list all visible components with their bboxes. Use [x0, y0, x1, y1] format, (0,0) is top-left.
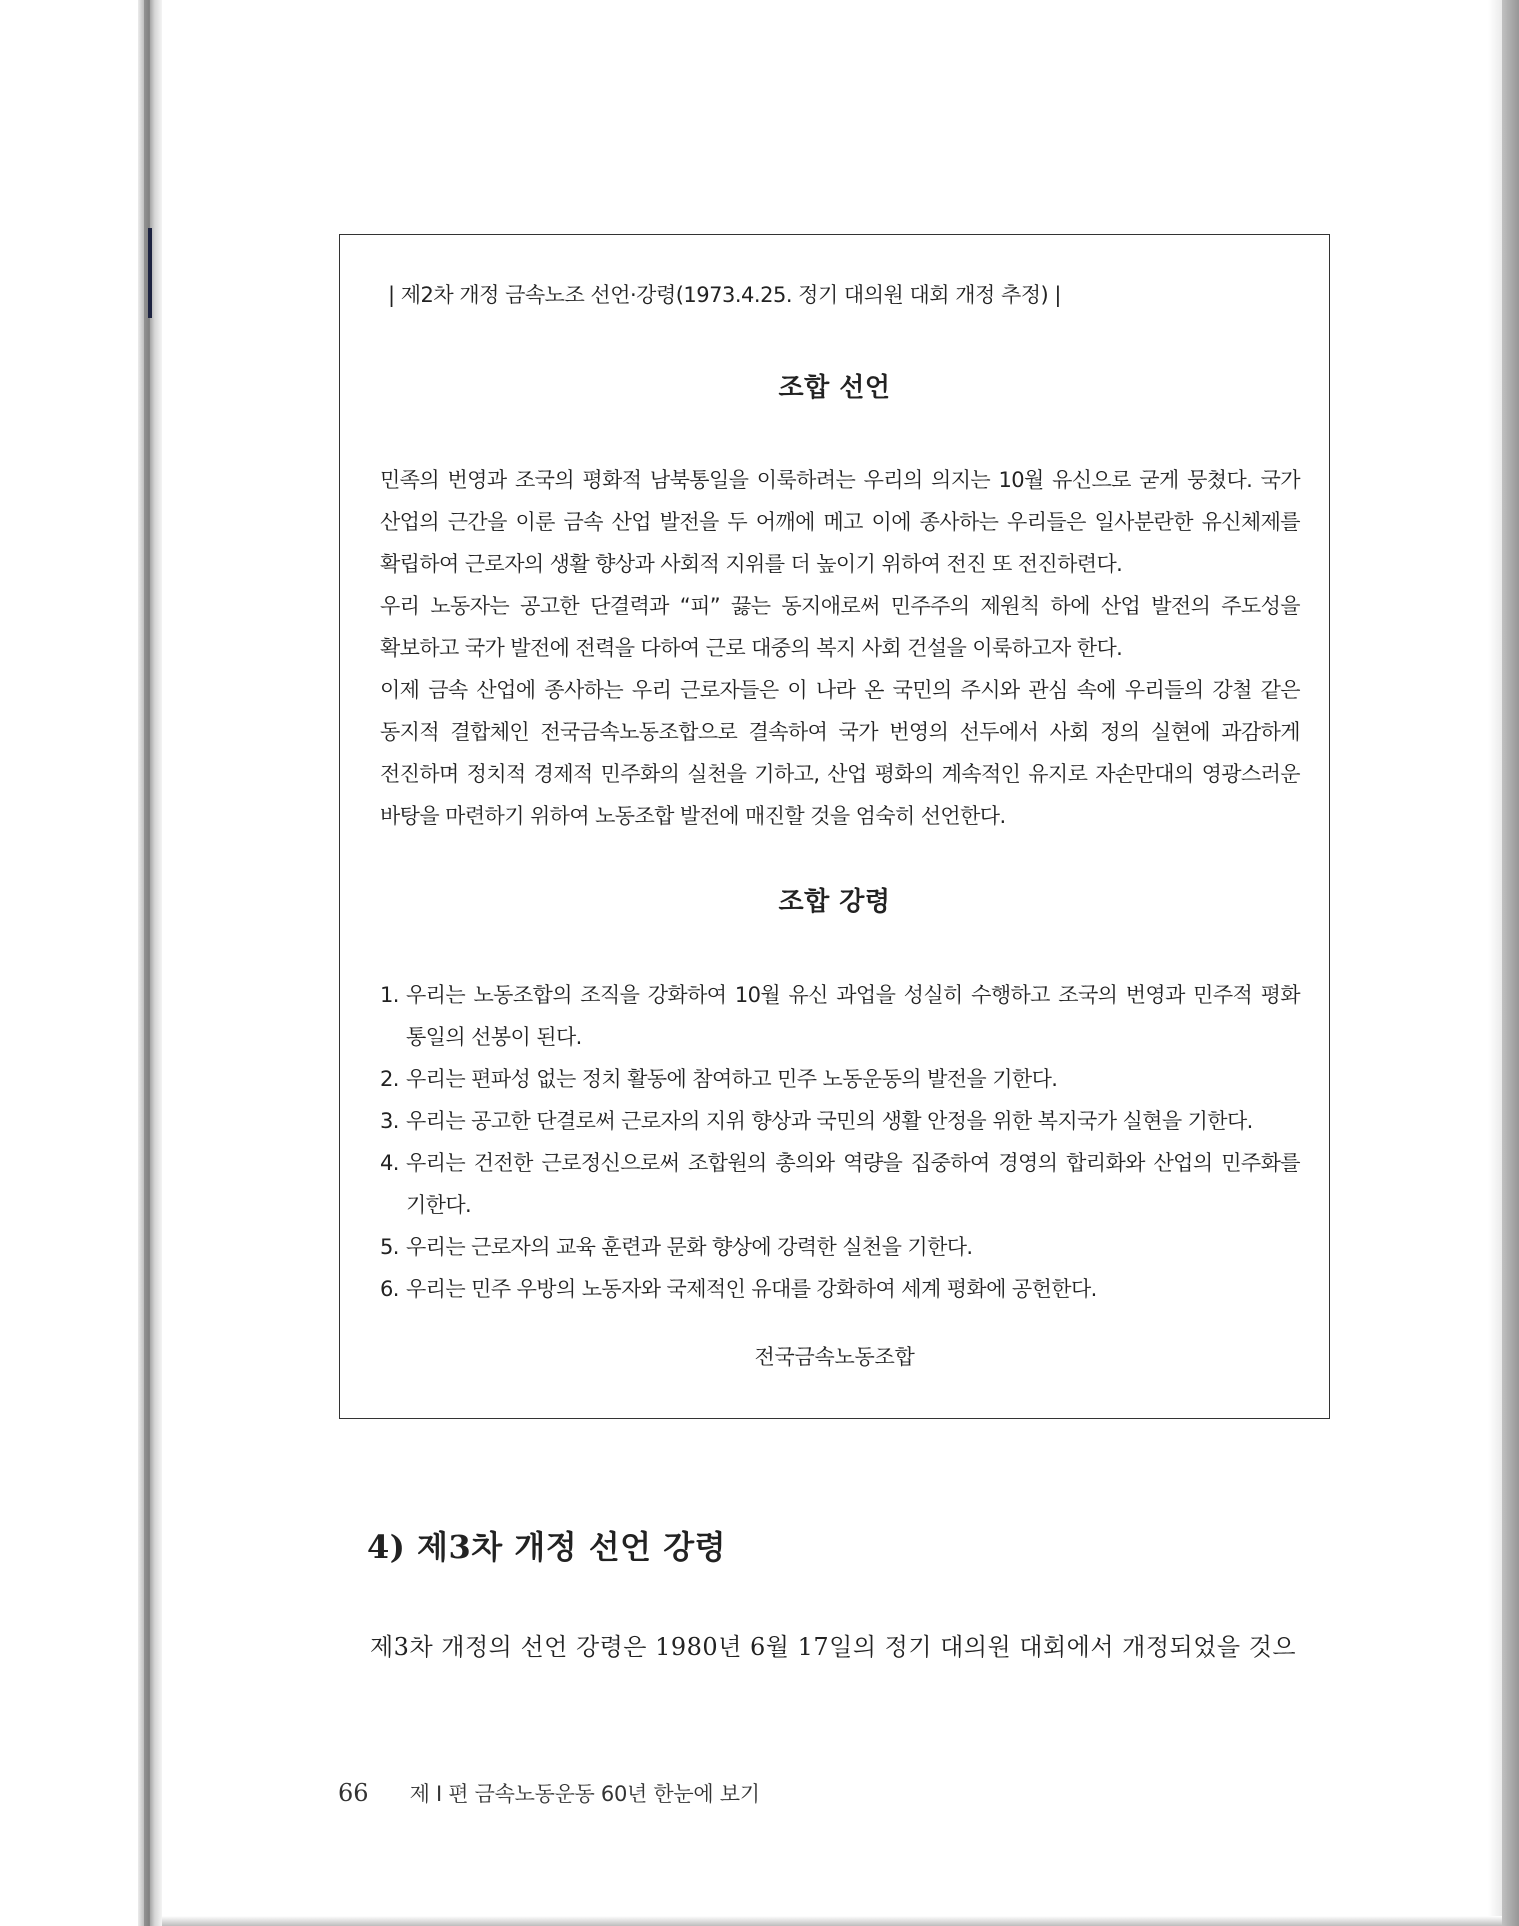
declaration-paragraph: 이제 금속 산업에 종사하는 우리 근로자들은 이 나라 온 국민의 주시와 관심 속에 우리들의 강철 같은 동지적 결합체인 전국금속노동조합으로 결속하여 국가 번영의 선두에서 사회 정의 실현에 과감하게 전진하며 정치적 경제적 민주화의 실천을 기하고, 산업 평화의 계속적인 유지로 자손만대의 영광스러운 바탕을 마련하기 위하여 노동조합 발전에 매진할 것을 엄숙히 선언한다. [380, 678, 1300, 828]
program-item-text: 우리는 건전한 근로정신으로써 조합원의 총의와 역량을 집중하여 경영의 합리화와 산업의 민주화를 기한다. [406, 1151, 1300, 1217]
section-body-text: 제3차 개정의 선언 강령은 1980년 6월 17일의 정기 대의원 대회에서 개정되었을 것으 [370, 1633, 1297, 1661]
program-item-text: 우리는 근로자의 교육 훈련과 문화 향상에 강력한 실천을 기한다. [406, 1235, 973, 1259]
section-heading: 4) 제3차 개정 선언 강령 [367, 1528, 727, 1566]
page-bottom-edge [162, 1916, 1502, 1926]
declaration-paragraph: 우리 노동자는 공고한 단결력과 “피” 끓는 동지애로써 민주주의 제원칙 하에 산업 발전의 주도성을 확보하고 국가 발전에 전력을 다하여 근로 대중의 복지 사회 건설을 이룩하고자 한다. [380, 594, 1300, 660]
program-item-text: 우리는 노동조합의 조직을 강화하여 10월 유신 과업을 성실히 수행하고 조국의 번영과 민주적 평화 통일의 선봉이 된다. [406, 983, 1300, 1049]
program-item-number: 1. [380, 983, 399, 1007]
declaration-box [339, 234, 1330, 1419]
running-title: 제 I 편 금속노동운동 60년 한눈에 보기 [409, 1782, 760, 1806]
program-item-number: 5. [380, 1235, 399, 1259]
signature-union-name: 전국금속노동조합 [754, 1345, 915, 1369]
declaration-text [380, 459, 1300, 837]
program-title: 조합 강령 [778, 887, 891, 917]
page-edge-shadow [1488, 0, 1519, 1926]
program-item-text: 우리는 공고한 단결로써 근로자의 지위 향상과 국민의 생활 안정을 위한 복지국가 실현을 기한다. [406, 1109, 1253, 1133]
declaration-paragraph: 민족의 번영과 조국의 평화적 남북통일을 이룩하려는 우리의 의지는 10월 유신으로 굳게 뭉쳤다. 국가 산업의 근간을 이룬 금속 산업 발전을 두 어깨에 메고 이에 종사하는 우리들은 일사분란한 유신체제를 확립하여 근로자의 생활 향상과 사회적 지위를 더 높이기 위하여 전진 또 전진하련다. [380, 468, 1300, 576]
box-caption: | 제2차 개정 금속노조 선언·강령(1973.4.25. 정기 대의원 대회 개정 추정) | [388, 283, 1061, 307]
program-item-number: 6. [380, 1277, 399, 1301]
program-item-number: 3. [380, 1109, 399, 1133]
program-item [380, 1142, 1300, 1226]
program-item-number: 4. [380, 1151, 399, 1175]
program-item-number: 2. [380, 1067, 399, 1091]
program-item-text: 우리는 민주 우방의 노동자와 국제적인 유대를 강화하여 세계 평화에 공헌한다. [406, 1277, 1097, 1301]
program-item-text: 우리는 편파성 없는 정치 활동에 참여하고 민주 노동운동의 발전을 기한다. [406, 1067, 1058, 1091]
program-list [380, 974, 1300, 1310]
program-item [380, 1058, 1300, 1100]
page-number: 66 [338, 1779, 369, 1807]
spine-bookmark-mark [148, 228, 152, 318]
program-item [380, 1268, 1300, 1310]
declaration-title: 조합 선언 [778, 373, 891, 403]
program-item [380, 1100, 1300, 1142]
program-item [380, 1226, 1300, 1268]
program-item [380, 974, 1300, 1058]
page-footer [338, 1778, 760, 1808]
